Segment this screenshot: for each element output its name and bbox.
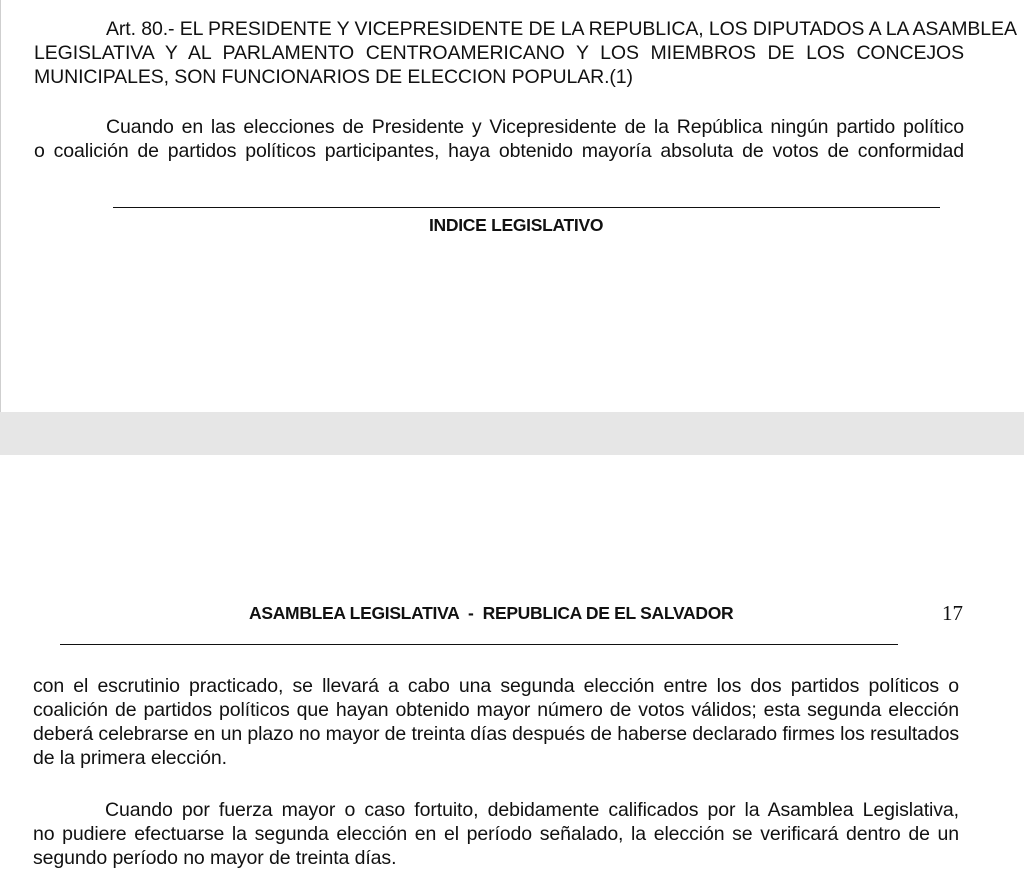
article-line: Art. 80.- EL PRESIDENTE Y VICEPRESIDENTE DE LA REPUBLICA, LOS DIPUTADOS A LA ASAMBLEA [106,18,1017,40]
paragraph-line: no pudiere efectuarse la segunda elección en el período señalado, la elección se verificará dentro de un [33,823,959,845]
paragraph-line: coalición de partidos políticos que hayan obtenido mayor número de votos válidos; esta segunda elección [33,699,959,721]
paragraph-line: de la primera elección. [33,747,227,769]
page-header-title: ASAMBLEA LEGISLATIVA - REPUBLICA DE EL SALVADOR [249,603,734,623]
runoff-paragraph-continued [33,674,959,770]
paragraph-line: Cuando por fuerza mayor o caso fortuito, debidamente calificados por la Asamblea Legislativa, [105,799,959,821]
article-80-text [34,17,1017,89]
header-rule [60,644,898,645]
article-line: LEGISLATIVA Y AL PARLAMENTO CENTROAMERICANO Y LOS MIEMBROS DE LOS CONCEJOS [34,42,964,64]
article-line: MUNICIPALES, SON FUNCIONARIOS DE ELECCION POPULAR.(1) [34,66,633,88]
document-page-top [0,0,1024,412]
paragraph-line: o coalición de partidos políticos participantes, haya obtenido mayoría absoluta de votos de conformidad [34,140,964,162]
footer-label: INDICE LEGISLATIVO [429,215,604,235]
paragraph-line: deberá celebrarse en un plazo no mayor de treinta días después de haberse declarado firmes los resultados [33,723,960,745]
runoff-paragraph-start [34,115,964,163]
document-page-bottom [0,455,1024,884]
paragraph-line: con el escrutinio practicado, se llevará a cabo una segunda elección entre los dos partidos políticos o [33,675,959,697]
paragraph-line: Cuando en las elecciones de Presidente y Vicepresidente de la República ningún partido político [106,116,964,138]
page-number: 17 [942,601,963,625]
footer-rule [113,207,940,208]
paragraph-line: segundo período no mayor de treinta días. [33,847,397,869]
force-majeure-paragraph [33,798,959,870]
page-separator [0,412,1024,455]
